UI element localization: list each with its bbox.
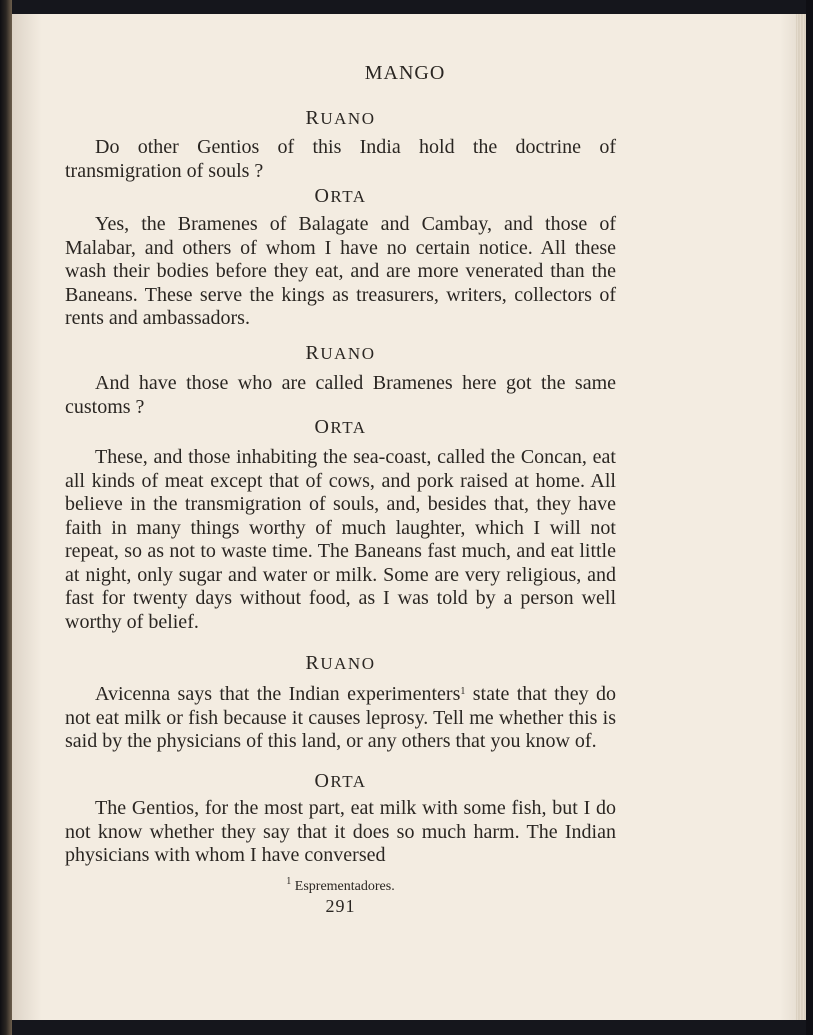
speaker-heading: [65, 342, 616, 365]
speaker-name: RUANO: [305, 107, 376, 129]
paragraph-text: state that they do not eat milk or fish because it causes leprosy. Tell me whether this is said by the physicians of this land, or any others that you know of.: [65, 683, 617, 752]
footnote-text: Esprementadores.: [294, 879, 395, 894]
speaker-name: ORTA: [314, 770, 367, 792]
speaker-name: ORTA: [314, 416, 367, 438]
speaker-name: RUANO: [305, 342, 376, 364]
speaker-heading: [65, 770, 616, 793]
speaker-heading: [65, 185, 616, 208]
paragraph-text: Avicenna says that the Indian experimenters: [95, 683, 461, 705]
speaker-heading: [65, 107, 616, 130]
speaker-heading: [65, 416, 616, 439]
dialogue-paragraph: Yes, the Bramenes of Balagate and Cambay, and those of Malabar, and others of whom I have no certain notice. All these wash their bodies before they eat, and are more venerated than the Baneans. These serve the kings as treasurers, writers, collectors of rents and ambassadors.: [65, 213, 616, 329]
page-number: 291: [325, 896, 356, 916]
speaker-name: RUANO: [305, 652, 376, 674]
dialogue-paragraph: And have those who are called Bramenes here got the same customs ?: [65, 372, 616, 418]
footnote-number: 1: [286, 876, 292, 887]
page-stack-edge: [796, 14, 806, 1020]
scan-border: [806, 0, 813, 1035]
footnote: [65, 876, 616, 895]
running-header: MANGO: [364, 62, 446, 84]
speaker-heading: [65, 652, 616, 675]
footnote-marker: 1: [460, 686, 466, 697]
dialogue-paragraph: [65, 680, 616, 754]
dialogue-paragraph: The Gentios, for the most part, eat milk with some fish, but I do not know whether they say that it does so much harm. The Indian physicians with whom I have conversed: [65, 797, 616, 866]
previous-page-edge: [0, 0, 12, 1035]
dialogue-paragraph: Do other Gentios of this India hold the doctrine of transmigration of souls ?: [65, 136, 616, 182]
dialogue-paragraph: These, and those inhabiting the sea-coast, called the Concan, eat all kinds of meat except that of cows, and pork raised at home. All believe in the transmigration of souls, and, besides that, they have faith in many things worthy of much laughter, which I will not repeat, so as not to waste time. The Baneans fast much, and eat little at night, only sugar and water or milk. Some are very religious, and fast for twenty days without food, as I was told by a person well worthy of belief.: [65, 446, 616, 633]
speaker-name: ORTA: [314, 185, 367, 207]
